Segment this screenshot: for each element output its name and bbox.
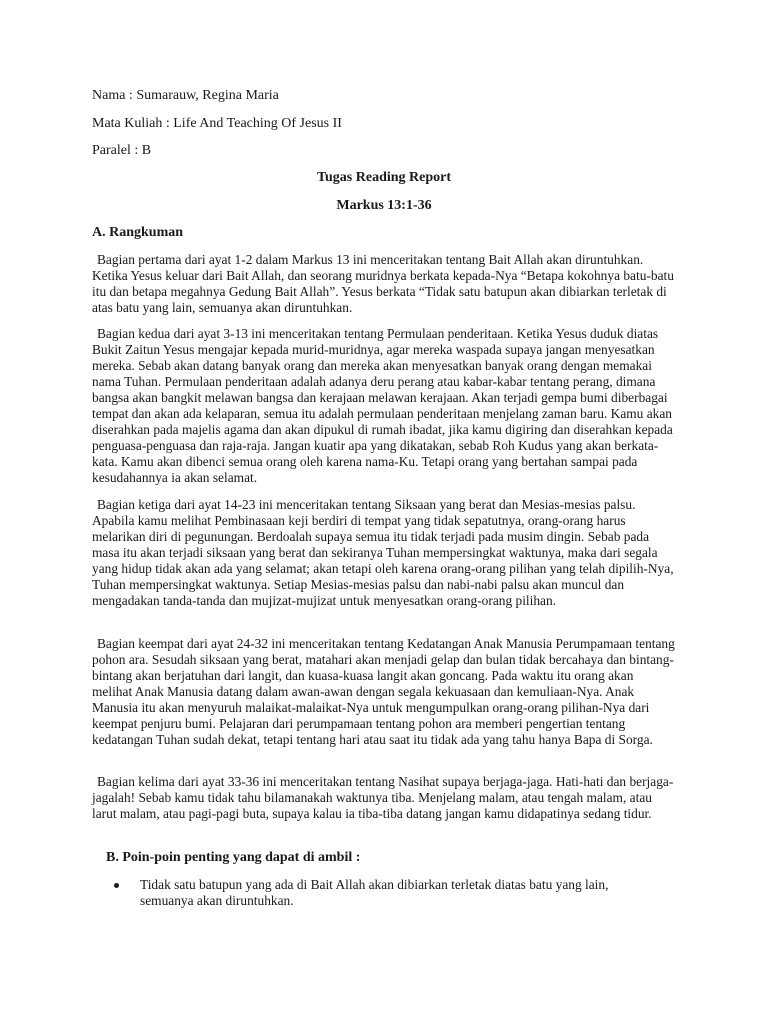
list-item-text: Tidak satu batupun yang ada di Bait Allah akan dibiarkan terletak diatas batu yang lain, semuanya akan diruntuhkan. (140, 877, 609, 908)
summary-paragraph-4: Bagian keempat dari ayat 24-32 ini menceritakan tentang Kedatangan Anak Manusia Perumpamaan tentang pohon ara. Sesudah siksaan yang berat, matahari akan menjadi gelap dan bulan tidak bercahaya dan bintang-bintang akan berjatuhan dari langit, dan kuasa-kuasa langit akan goncang. Pada waktu itu orang akan melihat Anak Manusia datang dalam awan-awan dengan segala kekuasaan dan kemuliaan-Nya. Anak Manusia itu akan menyuruh malaikat-malaikat-Nya untuk mengumpulkan orang-orang pilihan-Nya dari keempat penjuru bumi. Pelajaran dari perumpamaan tentang pohon ara memberi pengertian tentang kedatangan Tuhan sudah dekat, tetapi tentang hari atau saat itu tidak ada yang tahu hanya Bapa di Sorga. (92, 636, 675, 747)
section-b-heading: B. Poin-poin penting yang dapat di ambil : (106, 850, 361, 865)
summary-paragraph-1: Bagian pertama dari ayat 1-2 dalam Markus 13 ini menceritakan tentang Bait Allah akan diruntuhkan. Ketika Yesus keluar dari Bait Allah, dan seorang muridnya berkata kepada-Nya “Betapa kokohnya batu-batu itu dan betapa megahnya Gedung Bait Allah”. Yesus berkata “Tidak satu batupun akan dibiarkan terletak di atas batu yang lain, semuanya akan diruntuhkan. (92, 252, 674, 315)
document-title: Tugas Reading Report (316, 170, 452, 185)
section-a-heading: A. Rangkuman (92, 225, 184, 240)
course-name: Mata Kuliah : Life And Teaching Of Jesus II (92, 116, 342, 131)
student-name: Nama : Sumarauw, Regina Maria (92, 88, 279, 103)
summary-paragraph-2: Bagian kedua dari ayat 3-13 ini menceritakan tentang Permulaan penderitaan. Ketika Yesus duduk diatas Bukit Zaitun Yesus mengajar kepada murid-muridnya, agar mereka waspada supaya jangan menyesatkan mereka. Sebab akan datang banyak orang dan mereka akan menyesatkan banyak orang dengan memakai nama Tuhan. Permulaan penderitaan adalah adanya deru perang atau kabar-kabar tentang perang, dimana bangsa akan bangkit melawan bangsa dan kerajaan melawan kerajaan. Akan terjadi gempa bumi diberbagai tempat dan akan ada kelaparan, semua itu adalah permulaan penderitaan menjelang zaman baru. Kamu akan diserahkan pada majelis agama dan akan dipukul di rumah ibadat, jika kamu digiring dan diserahkan kepada penguasa-penguasa dan raja-raja. Jangan kuatir apa yang dikatakan, sebab Roh Kudus yang akan berkata-kata. Kamu akan dibenci semua orang oleh karena nama-Ku. Tetapi orang yang bertahan sampai pada kesudahannya ia akan selamat. (92, 326, 673, 485)
bullet-icon (114, 883, 119, 888)
document-subtitle: Markus 13:1-36 (336, 198, 432, 213)
summary-paragraph-3: Bagian ketiga dari ayat 14-23 ini menceritakan tentang Siksaan yang berat dan Mesias-mesias palsu. Apabila kamu melihat Pembinasaan keji berdiri di tempat yang tidak sepatutnya, orang-orang harus melarikan diri di pegunungan. Berdoalah supaya semua itu tidak terjadi pada musim dingin. Sebab pada masa itu akan terjadi siksaan yang berat dan sekiranya Tuhan mempersingkat waktunya, maka dari segala yang hidup tidak akan ada yang selamat; akan tetapi oleh karena orang-orang pilihan yang telah dipilih-Nya, Tuhan mempersingkat waktunya. Setiap Mesias-mesias palsu dan nabi-nabi palsu akan muncul dan mengadakan tanda-tanda dan mujizat-mujizat untuk menyesatkan orang-orang pilihan. (92, 497, 674, 608)
class-section: Paralel : B (92, 143, 152, 158)
summary-paragraph-5: Bagian kelima dari ayat 33-36 ini menceritakan tentang Nasihat supaya berjaga-jaga. Hati-hati dan berjaga-jagalah! Sebab kamu tidak tahu bilamanakah waktunya tiba. Menjelang malam, atau tengah malam, atau larut malam, atau pagi-pagi buta, supaya kalau ia tiba-tiba datang jangan kamu didapatinya sedang tidur. (92, 774, 674, 821)
